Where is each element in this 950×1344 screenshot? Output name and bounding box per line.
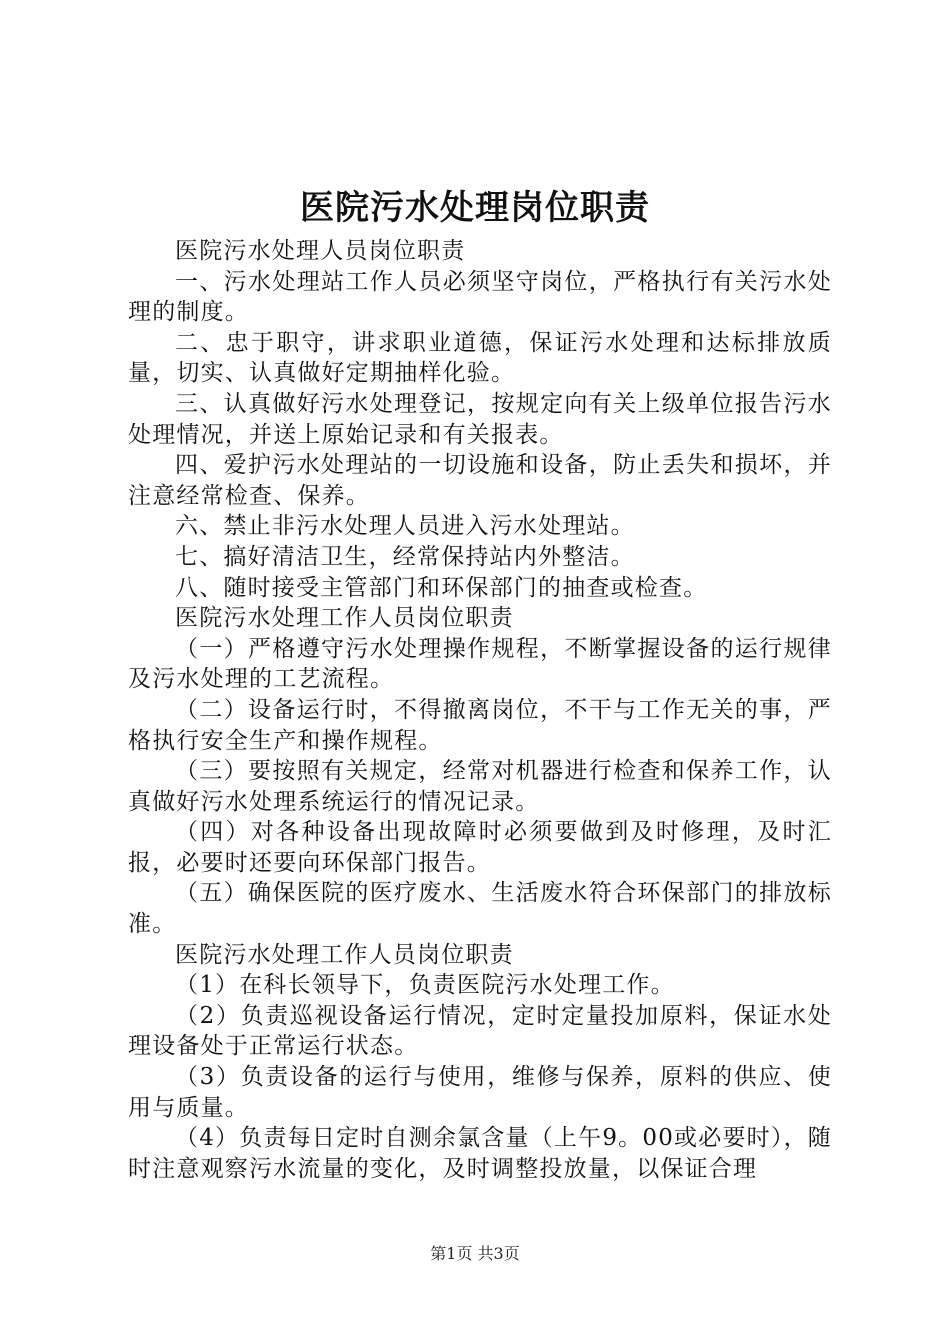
paragraph: 二、忠于职守，讲求职业道德，保证污水处理和达标排放质量，切实、认真做好定期抽样化验。 — [128, 329, 832, 387]
paragraph: （一）严格遵守污水处理操作规程，不断掌握设备的运行规律及污水处理的工艺流程。 — [128, 635, 832, 693]
paragraph: （1）在科长领导下，负责医院污水处理工作。 — [175, 972, 675, 999]
paragraph: （四）对各种设备出现故障时必须要做到及时修理，及时汇报，必要时还要向环保部门报告。 — [128, 819, 832, 876]
paragraph: 六、禁止非污水处理人员进入污水处理站。 — [175, 513, 635, 540]
page-number: 第1页 共3页 — [430, 1244, 520, 1263]
paragraph: （4）负责每日定时自测余氯含量（上午9。00或必要时），随时注意观察污水流量的变化，及时调整投放量，以保证合理 — [128, 1125, 832, 1182]
paragraph: 八、随时接受主管部门和环保部门的抽查或检查。 — [175, 574, 708, 601]
document-body — [128, 236, 832, 1184]
paragraph: （五）确保医院的医疗废水、生活废水符合环保部门的排放标准。 — [128, 880, 832, 938]
paragraph: 医院污水处理工作人员岗位职责 — [175, 941, 514, 968]
paragraph: 医院污水处理人员岗位职责 — [175, 238, 466, 264]
paragraph: （2）负责巡视设备运行情况，定时定量投加原料，保证水处理设备处于正常运行状态。 — [128, 1002, 832, 1060]
paragraph: 一、污水处理站工作人员必须坚守岗位，严格执行有关污水处理的制度。 — [128, 268, 832, 326]
paragraph: 三、认真做好污水处理登记，按规定向有关上级单位报告污水处理情况，并送上原始记录和有关报表。 — [128, 390, 832, 448]
paragraph: 四、爱护污水处理站的一切设施和设备，防止丢失和损坏，并注意经常检查、保养。 — [128, 452, 832, 509]
paragraph: （三）要按照有关规定，经常对机器进行检查和保养工作，认真做好污水处理系统运行的情况记录。 — [128, 758, 832, 815]
document-title: 医院污水处理岗位职责 — [300, 188, 650, 228]
paragraph: （二）设备运行时，不得撤离岗位，不干与工作无关的事，严格执行安全生产和操作规程。 — [128, 696, 832, 754]
paragraph: 医院污水处理工作人员岗位职责 — [175, 605, 514, 632]
paragraph: （3）负责设备的运行与使用，维修与保养，原料的供应、使用与质量。 — [128, 1064, 832, 1121]
paragraph: 七、搞好清洁卫生，经常保持站内外整洁。 — [175, 543, 635, 570]
